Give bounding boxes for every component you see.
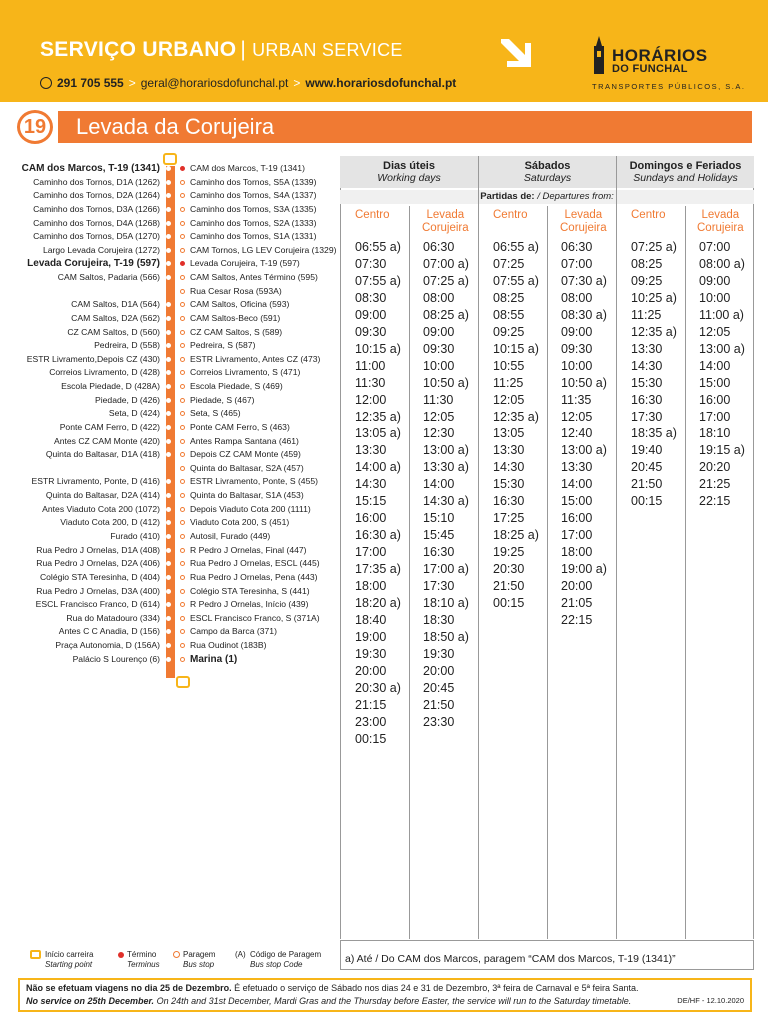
stop-row xyxy=(0,394,340,408)
stop-marker xyxy=(166,166,171,171)
notice-en-bold: No service on 25th December. xyxy=(26,996,155,1006)
arrow-separator: > xyxy=(293,76,301,90)
stop-row xyxy=(0,217,340,231)
stop-outbound-label: Antes Viaduto Cota 200 (1072) xyxy=(42,503,160,514)
stop-marker xyxy=(166,479,171,484)
stop-marker xyxy=(180,357,185,362)
stop-marker xyxy=(166,439,171,444)
stop-marker xyxy=(180,439,185,444)
stop-outbound-label: Furado (410) xyxy=(110,531,160,541)
route-number-badge: 19 xyxy=(17,110,53,144)
stop-row xyxy=(0,571,340,585)
footnote-text: a) Até / Do CAM dos Marcos, paragem “CAM dos Marcos, T-19 (1341)” xyxy=(345,953,676,965)
notice-en xyxy=(26,996,631,1006)
stop-marker xyxy=(180,520,185,525)
stop-marker xyxy=(180,575,185,580)
header-sundays xyxy=(617,156,754,188)
brand-name: HORÁRIOS xyxy=(612,46,708,65)
stop-marker xyxy=(180,643,185,648)
stop-inbound-label: Depois Viaduto Cota 200 (1111) xyxy=(190,503,311,514)
stop-outbound-label: Pedreira, D (558) xyxy=(94,340,160,351)
stop-inbound-label: Viaduto Cota 200, S (451) xyxy=(190,517,290,528)
legend-code-en: Bus stop Code xyxy=(250,960,303,969)
stop-outbound-label: Caminho dos Tornos, D2A (1264) xyxy=(33,190,160,201)
stop-marker xyxy=(180,561,185,566)
stop-inbound-label: Caminho dos Tornos, S2A (1333) xyxy=(190,217,317,228)
header-working-days xyxy=(340,156,478,188)
sub-levada-working xyxy=(422,209,469,235)
arrow-logo-icon xyxy=(497,33,533,69)
sub-levada-sunday xyxy=(697,209,744,235)
stop-inbound-label: CAM Saltos, Antes Término (595) xyxy=(190,272,318,283)
column-divider xyxy=(409,206,410,939)
stop-outbound-label: Rua Pedro J Ornelas, D2A (406) xyxy=(36,558,160,569)
stop-row xyxy=(0,489,340,503)
stop-outbound-label: Correios Livramento, D (428) xyxy=(49,367,160,378)
stop-inbound-label: Caminho dos Tornos, S1A (1331) xyxy=(190,231,317,242)
route-name: Levada da Corujeira xyxy=(76,114,275,139)
stop-row xyxy=(0,312,340,326)
column-divider xyxy=(685,206,686,939)
legend-start-en: Starting point xyxy=(45,960,93,969)
website-link[interactable]: www.horariosdofunchal.pt xyxy=(305,76,457,90)
stop-outbound-label: Rua do Matadouro (334) xyxy=(66,612,160,623)
contact-line xyxy=(40,76,456,90)
sub-levada-line2: Corujeira xyxy=(422,222,469,234)
stop-marker xyxy=(166,561,171,566)
stop-marker xyxy=(166,657,171,662)
notice-pt-bold: Não se efetuam viagens no dia 25 de Dezembro. xyxy=(26,983,232,993)
header-sunday-pt: Domingos e Feriados xyxy=(629,160,742,172)
stop-marker xyxy=(180,180,185,185)
stop-inbound-label: Autosil, Furado (449) xyxy=(190,531,271,541)
stop-row xyxy=(0,353,340,367)
column-divider xyxy=(616,156,617,939)
stop-marker xyxy=(166,234,171,239)
times-saturday-levada: 06:30 07:00 07:30 a) 08:00 08:30 a) 09:00 09:30 10:00 10:50 a) 11:35 12:05 12:40 13:00 a) 13:30 14:00 15:00 16:00 17:00 18:00 19:00 a) 20:00 21:05 22:15 xyxy=(561,240,607,627)
stop-outbound-label: Palácio S Lourenço (6) xyxy=(72,653,160,664)
code-symbol: (A) xyxy=(235,950,246,959)
terminus-dot-icon xyxy=(118,952,124,958)
stop-outbound-label: CAM dos Marcos, T-19 (1341) xyxy=(21,163,160,174)
stop-inbound-label: ESTR Livramento, Antes CZ (473) xyxy=(190,353,321,364)
stop-inbound-label: ESTR Livramento, Ponte, S (455) xyxy=(190,476,319,487)
stop-outbound-label: CAM Saltos, D2A (562) xyxy=(71,312,160,323)
times-working-levada: 06:30 07:00 a) 07:25 a) 08:00 08:25 a) 09:00 09:30 10:00 10:50 a) 11:30 12:05 12:30 13:00 a) 13:30 a) 14:00 14:30 a) 15:10 15:45 16:30 17:00 a) 17:30 18:10 a) 18:30 18:50 a) 19:30 20:00 20:45 21:50 23:30 xyxy=(423,240,469,729)
stop-inbound-label: Quinta do Baltasar, S1A (453) xyxy=(190,490,304,501)
service-title xyxy=(40,38,403,62)
legend-terminus-en: Terminus xyxy=(127,960,160,969)
stop-row xyxy=(0,625,340,639)
document-code: DE/HF - 12.10.2020 xyxy=(677,996,744,1005)
stop-row xyxy=(0,639,340,653)
stop-outbound-label: CAM Saltos, Padaria (566) xyxy=(57,272,160,283)
stop-row xyxy=(0,380,340,394)
stop-marker xyxy=(180,616,185,621)
stop-inbound-label: Depois CZ CAM Monte (459) xyxy=(190,449,301,460)
stop-marker xyxy=(180,479,185,484)
stop-inbound-label: Caminho dos Tornos, S5A (1339) xyxy=(190,176,317,187)
stop-inbound-label: Colégio STA Teresinha, S (441) xyxy=(190,585,310,596)
stop-inbound-label: Marina (1) xyxy=(190,653,238,665)
sub-levada-line1: Levada xyxy=(426,209,465,221)
legend-code xyxy=(235,950,321,970)
title-separator: | xyxy=(240,38,247,61)
tower-icon xyxy=(592,36,606,74)
stop-marker xyxy=(180,589,185,594)
stop-circle-icon xyxy=(173,951,180,958)
sub-levada-line1: Levada xyxy=(701,209,740,221)
departures-pt: Partidas de: xyxy=(480,191,535,202)
stop-inbound-label: ESCL Francisco Franco, S (371A) xyxy=(190,612,320,623)
stop-marker xyxy=(166,302,171,307)
stop-inbound-label: Levada Corujeira, T-19 (597) xyxy=(190,258,300,269)
stop-outbound-label: ESCL Francisco Franco, D (614) xyxy=(35,599,160,610)
stop-marker xyxy=(166,507,171,512)
stop-inbound-label: Rua Oudinot (183B) xyxy=(190,640,267,651)
stop-row xyxy=(0,326,340,340)
stop-marker xyxy=(166,589,171,594)
stop-marker xyxy=(180,330,185,335)
stop-marker xyxy=(166,343,171,348)
stop-row xyxy=(0,244,340,258)
stop-outbound-label: Antes C C Anadia, D (156) xyxy=(58,626,160,637)
stop-marker xyxy=(166,643,171,648)
stop-outbound-label: Praça Autonomia, D (156A) xyxy=(55,640,160,651)
stop-row xyxy=(0,530,340,544)
brand-tagline: TRANSPORTES PÚBLICOS, S.A. xyxy=(592,82,746,91)
stop-row xyxy=(0,462,340,476)
phone-number: 291 705 555 xyxy=(57,76,124,90)
header-working-en: Working days xyxy=(377,172,441,184)
stop-row xyxy=(0,257,340,271)
stop-row xyxy=(0,339,340,353)
sub-centro-saturday: Centro xyxy=(493,209,528,221)
stop-row xyxy=(0,503,340,517)
stop-marker xyxy=(166,548,171,553)
stop-row xyxy=(0,285,340,299)
legend-start-pt: Início carreira xyxy=(45,950,94,959)
stop-row xyxy=(0,176,340,190)
legend-start xyxy=(30,950,93,970)
stop-marker xyxy=(166,316,171,321)
stop-outbound-label: Caminho dos Tornos, D4A (1268) xyxy=(33,217,160,228)
stop-marker xyxy=(166,616,171,621)
stop-marker xyxy=(180,384,185,389)
stop-inbound-label: Piedade, S (467) xyxy=(190,394,255,405)
stop-row xyxy=(0,516,340,530)
stop-marker xyxy=(166,575,171,580)
stop-inbound-label: Rua Cesar Rosa (593A) xyxy=(190,285,282,296)
stop-inbound-label: R Pedro J Ornelas, Final (447) xyxy=(190,544,307,555)
stop-marker xyxy=(180,425,185,430)
stop-inbound-label: Ponte CAM Ferro, S (463) xyxy=(190,421,290,432)
end-bus-icon xyxy=(176,676,190,688)
stop-row xyxy=(0,189,340,203)
stop-marker xyxy=(180,275,185,280)
stop-row xyxy=(0,162,340,176)
legend-stop xyxy=(173,950,215,970)
stop-marker xyxy=(166,248,171,253)
stop-outbound-label: Caminho dos Tornos, D3A (1266) xyxy=(33,203,160,214)
stop-marker xyxy=(166,493,171,498)
stop-marker xyxy=(180,602,185,607)
stop-inbound-label: CAM Tornos, LG LEV Corujeira (1329) xyxy=(190,244,337,255)
stop-outbound-label: Viaduto Cota 200, D (412) xyxy=(60,517,160,528)
stop-marker xyxy=(166,411,171,416)
stop-inbound-label: Rua Pedro J Ornelas, Pena (443) xyxy=(190,571,318,582)
times-saturday-centro: 06:55 a) 07:25 07:55 a) 08:25 08:55 09:25 10:15 a) 10:55 11:25 12:05 12:35 a) 13:05 13:30 14:30 15:30 16:30 17:25 18:25 a) 19:25 20:30 21:50 00:15 xyxy=(493,240,539,611)
stop-marker xyxy=(166,370,171,375)
stop-row xyxy=(0,544,340,558)
stop-row xyxy=(0,475,340,489)
stop-marker xyxy=(180,411,185,416)
stop-row xyxy=(0,612,340,626)
header-banner xyxy=(0,0,768,102)
stop-inbound-label: CZ CAM Saltos, S (589) xyxy=(190,326,283,337)
stop-marker xyxy=(166,275,171,280)
stop-marker xyxy=(166,207,171,212)
stop-inbound-label: Caminho dos Tornos, S4A (1337) xyxy=(190,190,317,201)
stop-row xyxy=(0,366,340,380)
phone-icon xyxy=(40,77,52,89)
stop-row xyxy=(0,557,340,571)
times-working-centro: 06:55 a) 07:30 07:55 a) 08:30 09:00 09:30 10:15 a) 11:00 11:30 12:00 12:35 a) 13:05 a) 13:30 14:00 a) 14:30 15:15 16:00 16:30 a) 17:00 17:35 a) 18:00 18:20 a) 18:40 19:00 19:30 20:00 20:30 a) 21:15 23:00 00:15 xyxy=(355,240,401,746)
stop-inbound-label: Antes Rampa Santana (461) xyxy=(190,435,299,446)
stop-row xyxy=(0,271,340,285)
stop-marker xyxy=(180,343,185,348)
stop-marker xyxy=(180,493,185,498)
stop-outbound-label: Antes CZ CAM Monte (420) xyxy=(53,435,160,446)
stop-marker xyxy=(180,234,185,239)
column-divider xyxy=(478,156,479,939)
stop-outbound-label: ESTR Livramento, Ponte, D (416) xyxy=(31,476,160,487)
title-pt: SERVIÇO URBANO xyxy=(40,38,237,61)
sub-centro-working: Centro xyxy=(355,209,390,221)
stop-row xyxy=(0,585,340,599)
departures-en: / Departures from: xyxy=(537,191,614,202)
notice-pt-rest: É efetuado o serviço de Sábado nos dias 24 e 31 de Dezembro, 3ª feira de Carnaval e 5ª feira Santa. xyxy=(231,983,639,993)
stop-outbound-label: Piedade, D (426) xyxy=(95,394,160,405)
stop-inbound-label: Seta, S (465) xyxy=(190,408,241,419)
legend xyxy=(30,950,350,976)
stop-marker xyxy=(180,193,185,198)
sub-levada-line2: Corujeira xyxy=(697,222,744,234)
stop-row xyxy=(0,448,340,462)
stop-inbound-label: Quinta do Baltasar, S2A (457) xyxy=(190,462,304,473)
stop-marker xyxy=(166,357,171,362)
header-sunday-en: Sundays and Holidays xyxy=(633,172,738,184)
stop-inbound-label: CAM Saltos-Beco (591) xyxy=(190,312,281,323)
sub-levada-saturday xyxy=(560,209,607,235)
stop-marker xyxy=(166,520,171,525)
stop-marker xyxy=(166,384,171,389)
stop-row xyxy=(0,407,340,421)
stop-marker xyxy=(180,221,185,226)
header-saturdays xyxy=(479,156,616,188)
legend-terminus-pt: Término xyxy=(127,950,157,959)
stop-marker xyxy=(180,466,185,471)
sub-centro-sunday: Centro xyxy=(631,209,666,221)
stop-inbound-label: R Pedro J Ornelas, Início (439) xyxy=(190,599,309,610)
stop-marker xyxy=(166,221,171,226)
stop-inbound-label: Campo da Barca (371) xyxy=(190,626,277,637)
stop-outbound-label: Quinta do Baltasar, D2A (414) xyxy=(45,490,160,501)
legend-code-pt: Código de Paragem xyxy=(250,950,322,959)
stop-marker xyxy=(166,180,171,185)
stop-outbound-label: CAM Saltos, D1A (564) xyxy=(71,299,160,310)
stop-marker xyxy=(180,548,185,553)
sub-levada-line2: Corujeira xyxy=(560,222,607,234)
title-en: URBAN SERVICE xyxy=(252,40,403,60)
sub-levada-line1: Levada xyxy=(564,209,603,221)
stop-marker xyxy=(166,193,171,198)
stop-outbound-label: Colégio STA Teresinha, D (404) xyxy=(39,571,160,582)
terminus-marker xyxy=(180,166,185,171)
stop-marker xyxy=(180,629,185,634)
stop-marker xyxy=(180,207,185,212)
stop-outbound-label: Escola Piedade, D (428A) xyxy=(61,381,160,392)
bus-icon xyxy=(30,950,41,959)
stop-row xyxy=(0,435,340,449)
stop-marker xyxy=(166,425,171,430)
stop-inbound-label: Rua Pedro J Ornelas, ESCL (445) xyxy=(190,558,320,569)
stop-marker xyxy=(166,602,171,607)
stop-row xyxy=(0,421,340,435)
route-bar xyxy=(58,111,752,143)
stop-outbound-label: Levada Corujeira, T-19 (597) xyxy=(27,258,160,270)
stop-marker xyxy=(166,398,171,403)
footnote-box xyxy=(340,940,754,970)
departures-from xyxy=(340,190,754,204)
stop-inbound-label: Correios Livramento, S (471) xyxy=(190,367,301,378)
notice-pt xyxy=(26,983,639,993)
stop-inbound-label: Pedreira, S (587) xyxy=(190,340,256,351)
stop-marker xyxy=(180,657,185,662)
stop-outbound-label: Caminho dos Tornos, D5A (1270) xyxy=(33,231,160,242)
legend-stop-en: Bus stop xyxy=(183,960,215,969)
stop-inbound-label: CAM Saltos, Oficina (593) xyxy=(190,299,290,310)
stop-marker xyxy=(180,248,185,253)
stop-marker xyxy=(180,289,185,294)
stop-marker xyxy=(166,534,171,539)
stop-row xyxy=(0,653,340,667)
stop-marker xyxy=(180,316,185,321)
stop-marker xyxy=(166,629,171,634)
header-saturday-en: Saturdays xyxy=(523,172,572,184)
stop-inbound-label: Caminho dos Tornos, S3A (1335) xyxy=(190,203,317,214)
stop-row xyxy=(0,598,340,612)
stop-marker xyxy=(180,507,185,512)
stop-outbound-label: Seta, D (424) xyxy=(108,408,160,419)
stop-inbound-label: Escola Piedade, S (469) xyxy=(190,381,283,392)
notice-en-rest: On 24th and 31st December, Mardi Gras and the Thursday before Easter, the service will run to the Saturday timetable. xyxy=(154,996,632,1006)
stop-row xyxy=(0,298,340,312)
stop-marker xyxy=(166,261,171,266)
stop-inbound-label: CAM dos Marcos, T-19 (1341) xyxy=(190,163,305,173)
times-sunday-levada: 07:00 08:00 a) 09:00 10:00 11:00 a) 12:05 13:00 a) 14:00 15:00 16:00 17:00 18:10 19:15 a) 20:20 21:25 22:15 xyxy=(699,240,745,509)
stop-row xyxy=(0,203,340,217)
email-link[interactable]: geral@horariosdofunchal.pt xyxy=(140,76,289,90)
stop-marker xyxy=(180,398,185,403)
brand-sub: DO FUNCHAL xyxy=(612,63,688,75)
stop-outbound-label: ESTR Livramento,Depois CZ (430) xyxy=(26,353,160,364)
footer-notice xyxy=(18,978,752,1012)
stop-marker xyxy=(180,370,185,375)
timetable xyxy=(340,156,754,939)
stop-outbound-label: CZ CAM Saltos, D (560) xyxy=(67,326,160,337)
terminus-marker xyxy=(180,261,185,266)
legend-terminus xyxy=(118,950,160,970)
stop-outbound-label: Largo Levada Corujeira (1272) xyxy=(42,244,160,255)
header-working-pt: Dias úteis xyxy=(383,160,435,172)
stop-outbound-label: Rua Pedro J Ornelas, D3A (400) xyxy=(36,585,160,596)
legend-stop-pt: Paragem xyxy=(183,950,216,959)
header-saturday-pt: Sábados xyxy=(524,160,571,172)
stop-marker xyxy=(180,452,185,457)
column-divider xyxy=(547,206,548,939)
stop-outbound-label: Quinta do Baltasar, D1A (418) xyxy=(45,449,160,460)
stop-marker xyxy=(166,330,171,335)
stop-outbound-label: Caminho dos Tornos, D1A (1262) xyxy=(33,176,160,187)
times-sunday-centro: 07:25 a) 08:25 09:25 10:25 a) 11:25 12:35 a) 13:30 14:30 15:30 16:30 17:30 18:35 a) 19:40 20:45 21:50 00:15 xyxy=(631,240,677,509)
stop-marker xyxy=(180,302,185,307)
stop-marker xyxy=(166,452,171,457)
stop-outbound-label: Ponte CAM Ferro, D (422) xyxy=(59,421,160,432)
stop-outbound-label: Rua Pedro J Ornelas, D1A (408) xyxy=(36,544,160,555)
stop-marker xyxy=(180,534,185,539)
arrow-separator: > xyxy=(128,76,136,90)
stop-row xyxy=(0,230,340,244)
